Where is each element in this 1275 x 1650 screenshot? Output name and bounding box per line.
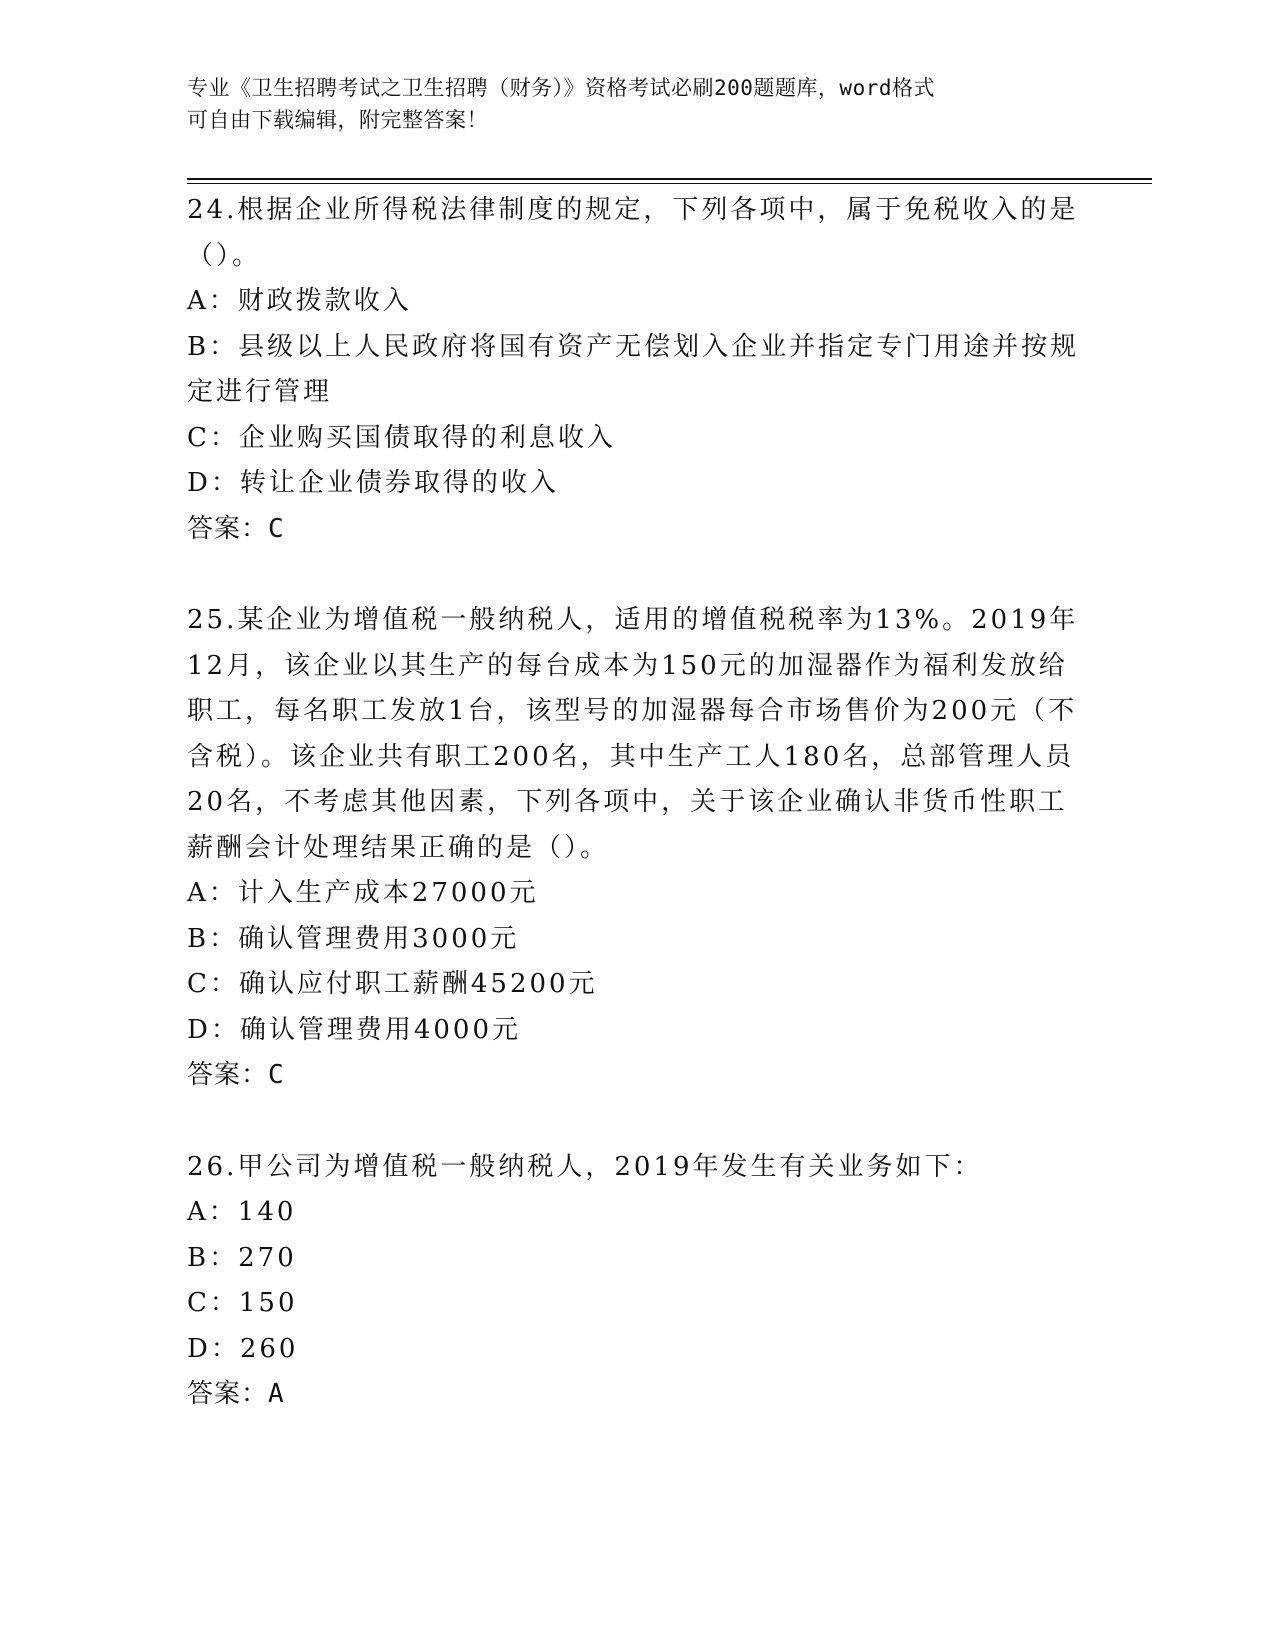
question-26 bbox=[187, 1145, 1082, 1418]
option-c: C：150 bbox=[187, 1288, 298, 1318]
question-25 bbox=[187, 598, 1082, 1099]
option-d: D：确认管理费用4000元 bbox=[187, 1014, 522, 1045]
option-a: A：财政拨款收入 bbox=[187, 286, 412, 316]
spacer bbox=[187, 1099, 1082, 1145]
option-a: A：计入生产成本27000元 bbox=[187, 878, 539, 908]
answer: 答案：C bbox=[187, 1060, 285, 1090]
document-header bbox=[187, 72, 1067, 136]
question-list bbox=[187, 188, 1082, 1418]
question-text: 24.根据企业所得税法律制度的规定，下列各项中，属于免税收入的是（）。 bbox=[187, 195, 1079, 271]
spacer bbox=[187, 552, 1082, 598]
header-rule-thin bbox=[187, 183, 1152, 184]
option-c: C：确认应付职工薪酬45200元 bbox=[187, 969, 598, 999]
question-24 bbox=[187, 188, 1082, 552]
answer: 答案：A bbox=[187, 1379, 285, 1409]
option-b: B：确认管理费用3000元 bbox=[187, 923, 520, 954]
option-c: C：企业购买国债取得的利息收入 bbox=[187, 422, 616, 453]
header-line-1: 专业《卫生招聘考试之卫生招聘（财务）》资格考试必刷200题题库，word格式 bbox=[187, 76, 935, 100]
question-text: 25.某企业为增值税一般纳税人，适用的增值税税率为13%。2019年12月，该企业以其生产的每台成本为150元的加湿器作为福利发放给职工，每名职工发放1台，该型号的加湿器每合市场售价为200元（不含税）。该企业共有职工200名，其中生产工人180名，总部管理人员20名，不考虑其他因素，下列各项中，关于该企业确认非货币性职工薪酬会计处理结果正确的是（）。 bbox=[187, 605, 1079, 863]
option-b: B：270 bbox=[187, 1242, 297, 1273]
option-d: D：转让企业债券取得的收入 bbox=[187, 468, 559, 498]
option-d: D：260 bbox=[187, 1333, 299, 1364]
header-rule-thick bbox=[187, 178, 1152, 180]
answer: 答案：C bbox=[187, 513, 285, 544]
question-text: 26.甲公司为增值税一般纳税人，2019年发生有关业务如下： bbox=[187, 1151, 983, 1182]
header-line-2: 可自由下载编辑，附完整答案！ bbox=[187, 108, 488, 132]
option-b: B：县级以上人民政府将国有资产无偿划入企业并指定专门用途并按规定进行管理 bbox=[187, 331, 1080, 407]
option-a: A：140 bbox=[187, 1197, 297, 1227]
